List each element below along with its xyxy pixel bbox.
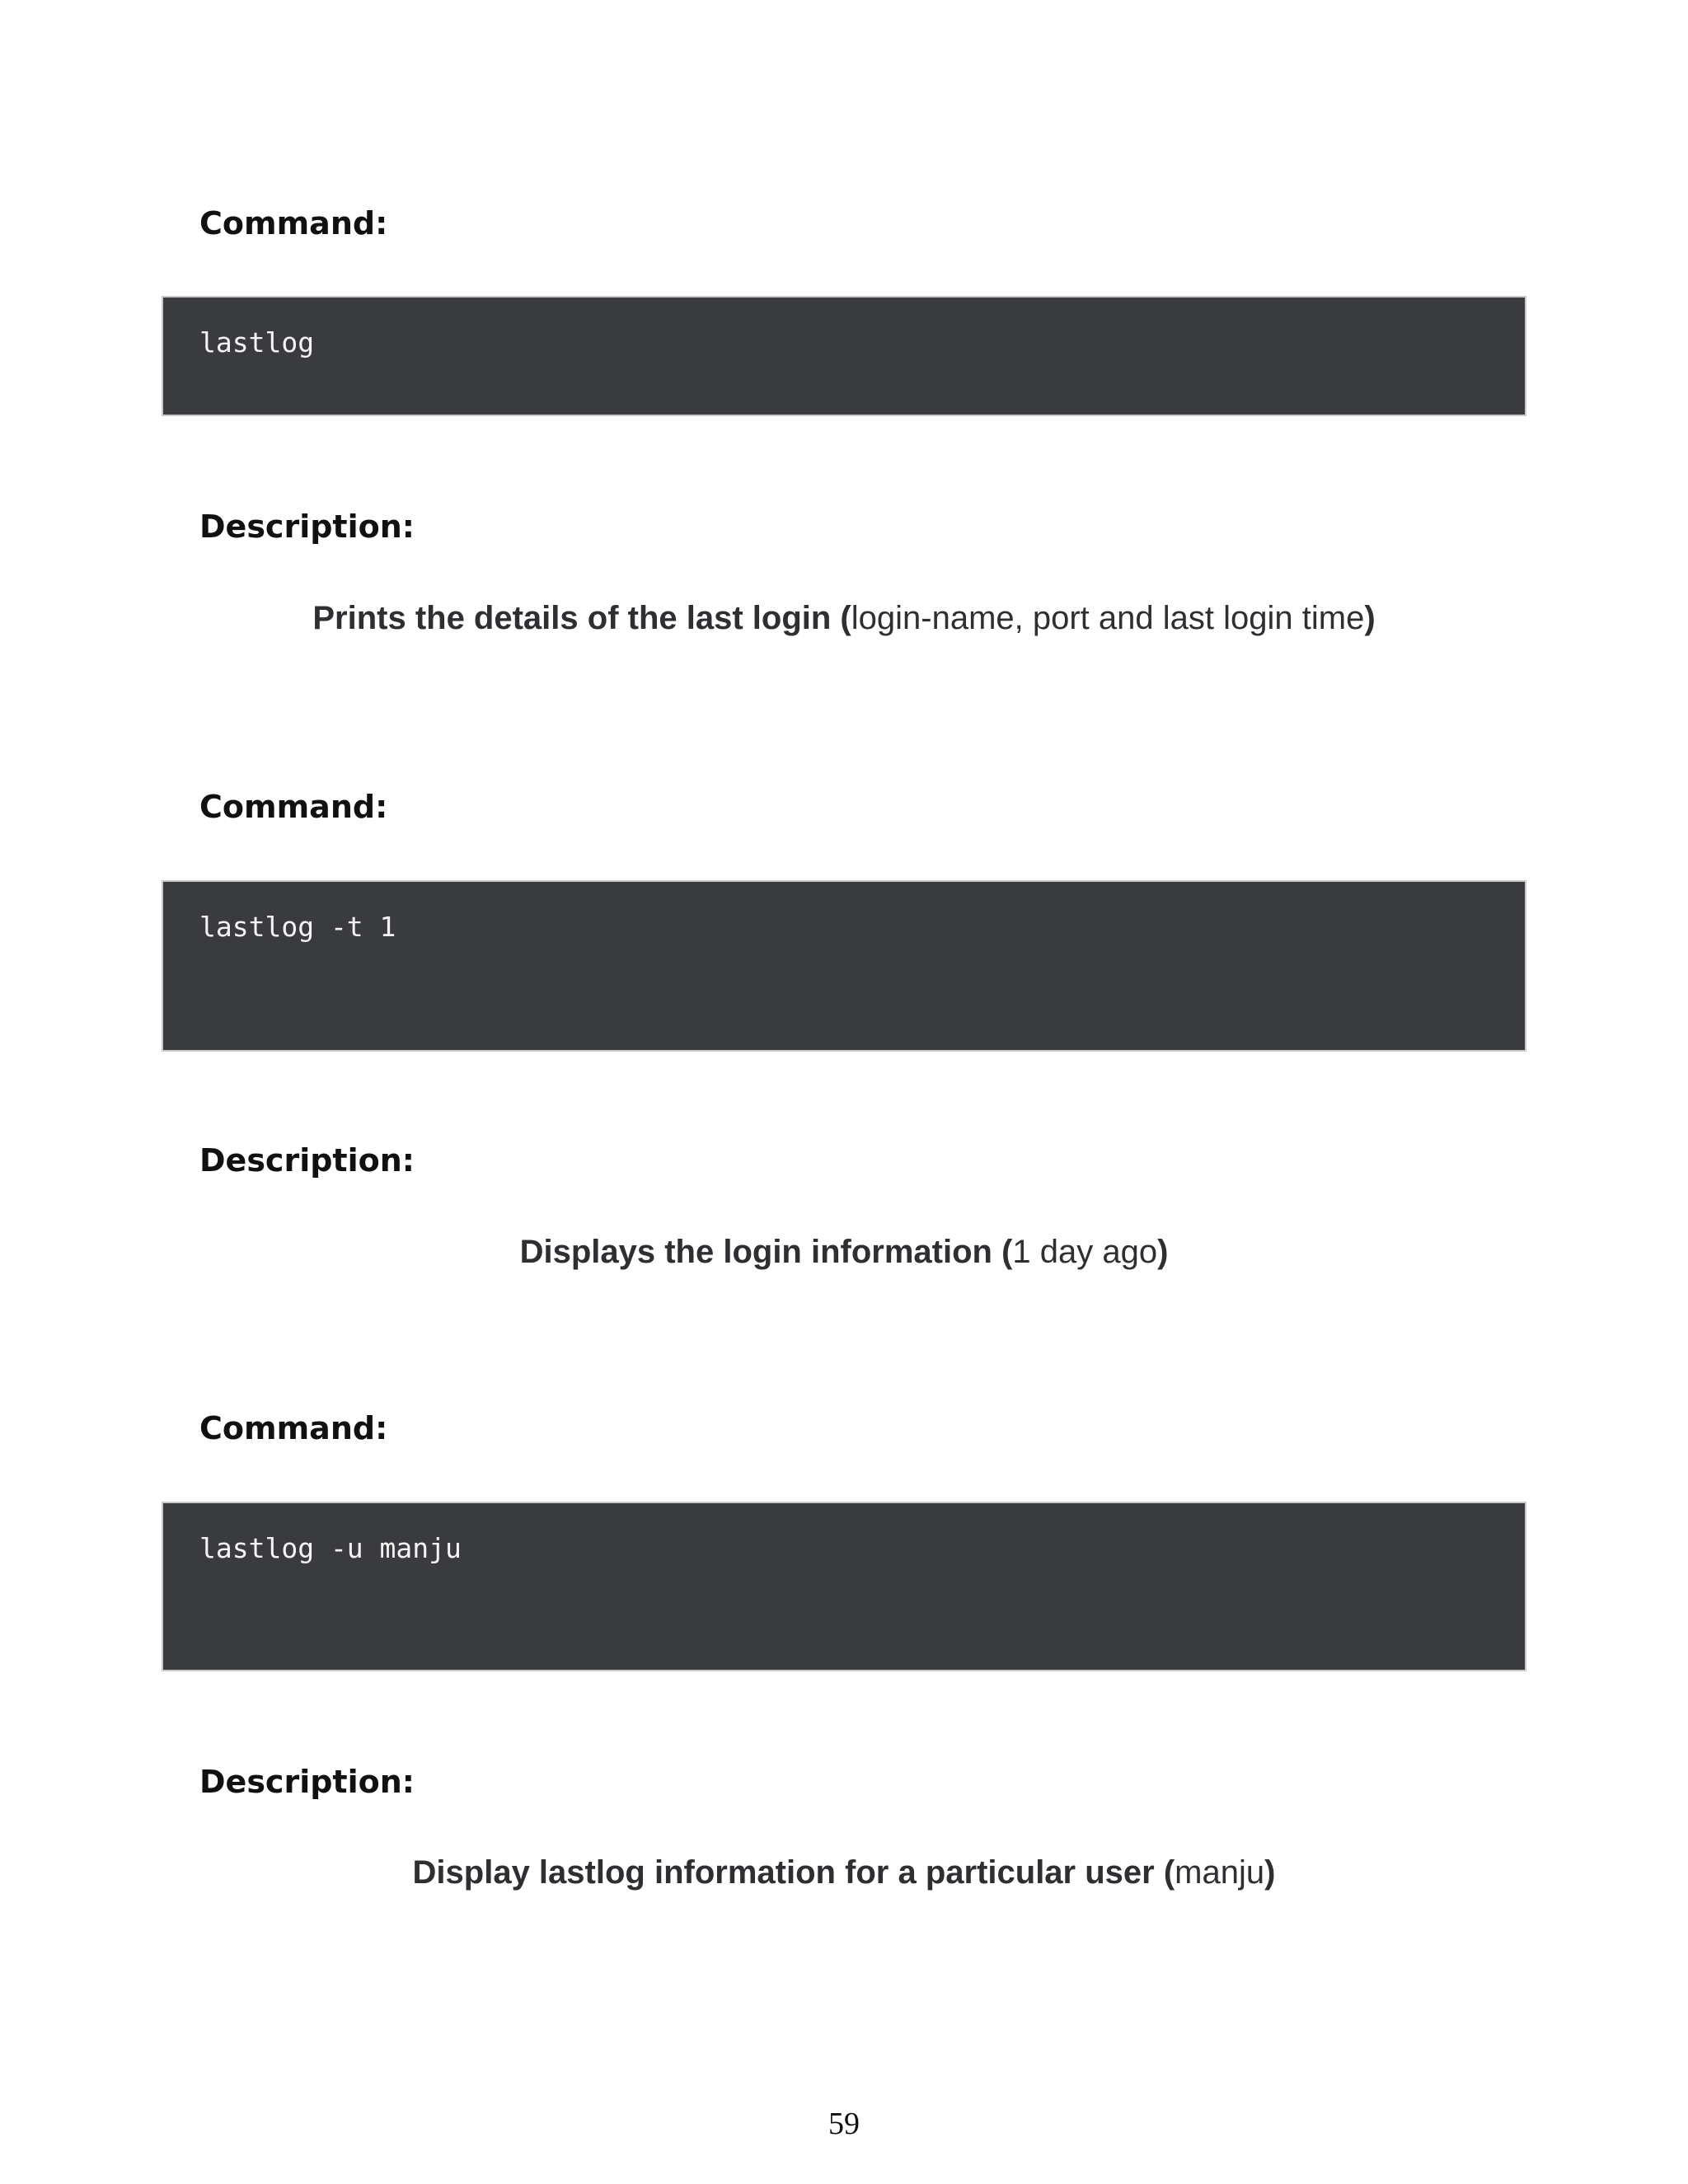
- command-text: lastlog -u manju: [199, 1532, 462, 1564]
- command-label: Command:: [199, 789, 388, 825]
- description-bold: Display lastlog information for a particular user (: [412, 1854, 1175, 1891]
- command-text: lastlog: [199, 326, 315, 359]
- description-bold: Displays the login information (: [519, 1234, 1013, 1270]
- description-text: [162, 1856, 1526, 1889]
- description-close: ): [1264, 1854, 1276, 1891]
- description-bold: Prints the details of the last login (: [312, 600, 851, 636]
- command-text: lastlog -t 1: [199, 911, 396, 943]
- description-label: Description:: [199, 1764, 415, 1800]
- description-close: ): [1157, 1234, 1169, 1270]
- description-detail: manju: [1175, 1854, 1265, 1891]
- description-close: ): [1364, 600, 1376, 636]
- page-number: 59: [828, 2107, 860, 2141]
- description-label: Description:: [199, 509, 415, 545]
- description-text: [162, 1235, 1526, 1268]
- description-text: [162, 602, 1526, 635]
- description-label: Description:: [199, 1142, 415, 1179]
- command-label: Command:: [199, 1410, 388, 1446]
- code-block: [162, 880, 1526, 1052]
- command-label: Command:: [199, 205, 388, 241]
- code-block: [162, 296, 1526, 416]
- code-block: [162, 1502, 1526, 1671]
- description-detail: login-name, port and last login time: [851, 600, 1365, 636]
- description-detail: 1 day ago: [1012, 1234, 1158, 1270]
